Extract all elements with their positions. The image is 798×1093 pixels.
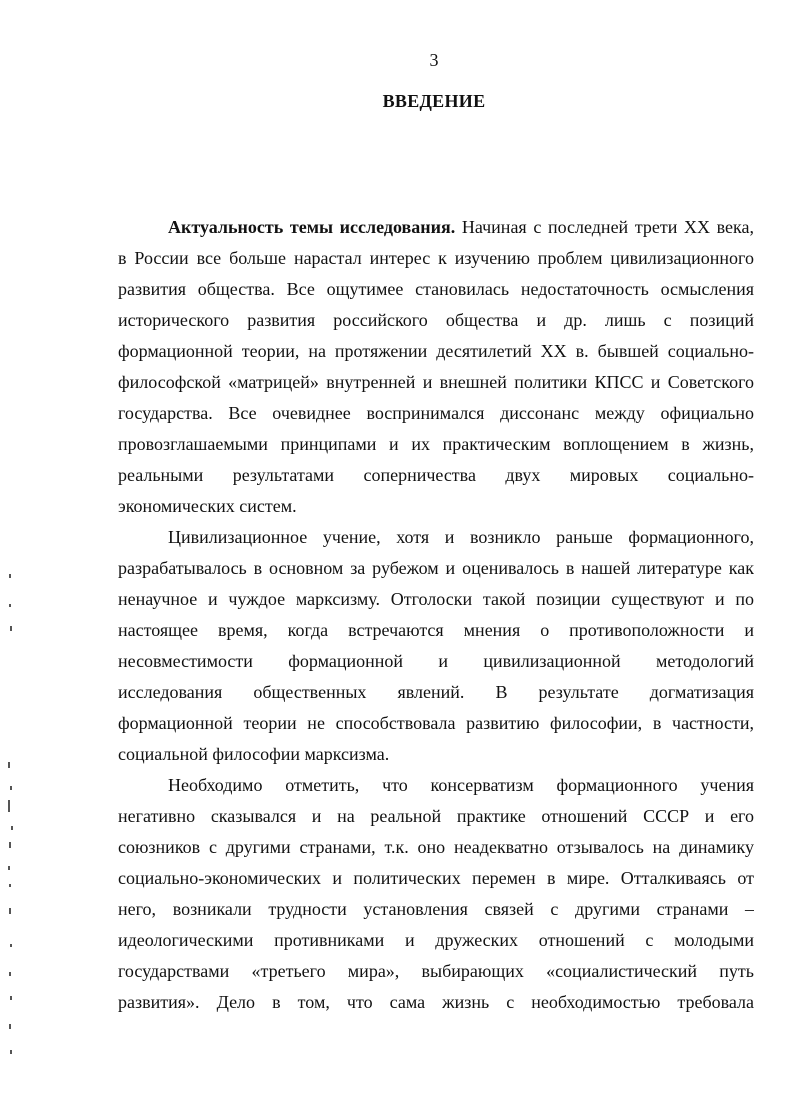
text-line: развития общества. Все ощутимее становилась недостаточность осмысления: [118, 279, 754, 299]
text-line: исследования общественных явлений. В результате догматизация: [118, 682, 754, 702]
text-line: союзников с другими странами, т.к. оно неадекватно отзывалось на динамику: [118, 837, 754, 857]
document-body: [118, 212, 754, 1018]
text-line: реальными результатами соперничества двух мировых социально-: [118, 465, 754, 485]
text-line: развития». Дело в том, что сама жизнь с необходимостью требовала: [118, 992, 754, 1012]
text-line: экономических систем.: [118, 496, 297, 516]
text-line: провозглашаемыми принципами и их практическим воплощением в жизнь,: [118, 434, 754, 454]
text-line: в России все больше нарастал интерес к изучению проблем цивилизационного: [118, 248, 754, 268]
text-line: [118, 212, 754, 243]
text-line: государствами «третьего мира», выбирающих «социалистический путь: [118, 961, 754, 981]
text-line: формационной теории не способствовала развитию философии, в частности,: [118, 713, 754, 733]
text-line: формационной теории, на протяжении десятилетий XX в. бывшей социально-: [118, 341, 754, 361]
text-line: негативно сказывался и на реальной практике отношений СССР и его: [118, 806, 754, 826]
scan-margin-marks: [0, 0, 40, 1093]
text-line: государства. Все очевиднее воспринимался диссонанс между официально: [118, 403, 754, 423]
text-line: философской «матрицей» внутренней и внешней политики КПСС и Советского: [118, 372, 754, 392]
text-line: идеологическими противниками и дружеских отношений с молодыми: [118, 930, 754, 950]
text-line: исторического развития российского общества и др. лишь с позиций: [118, 310, 754, 330]
text-line: несовместимости формационной и цивилизационной методологий: [118, 651, 754, 671]
text-line: ненаучное и чуждое марксизму. Отголоски такой позиции существуют и по: [118, 589, 754, 609]
page-number: 3: [429, 50, 439, 70]
text-line: Цивилизационное учение, хотя и возникло раньше формационного,: [168, 527, 754, 547]
text-line: разрабатывалось в основном за рубежом и оценивалось в нашей литературе как: [118, 558, 754, 578]
text-line: Необходимо отметить, что консерватизм формационного учения: [168, 775, 754, 795]
paragraph-relevance: [118, 212, 754, 522]
paragraph-civilizational: [118, 522, 754, 770]
text-line: социальной философии марксизма.: [118, 744, 390, 764]
text-line: настоящее время, когда встречаются мнения о противоположности и: [118, 620, 754, 640]
paragraph-conservatism: [118, 770, 754, 1018]
text-line-fragment: Начиная с последней трети XX века,: [455, 217, 754, 237]
paragraph-lead: Актуальность темы исследования.: [168, 217, 456, 237]
text-line: социально-экономических и политических перемен в мире. Отталкиваясь от: [118, 868, 754, 888]
page-title: ВВЕДЕНИЕ: [382, 91, 486, 111]
text-line: него, возникали трудности установления связей с другими странами –: [118, 899, 754, 919]
